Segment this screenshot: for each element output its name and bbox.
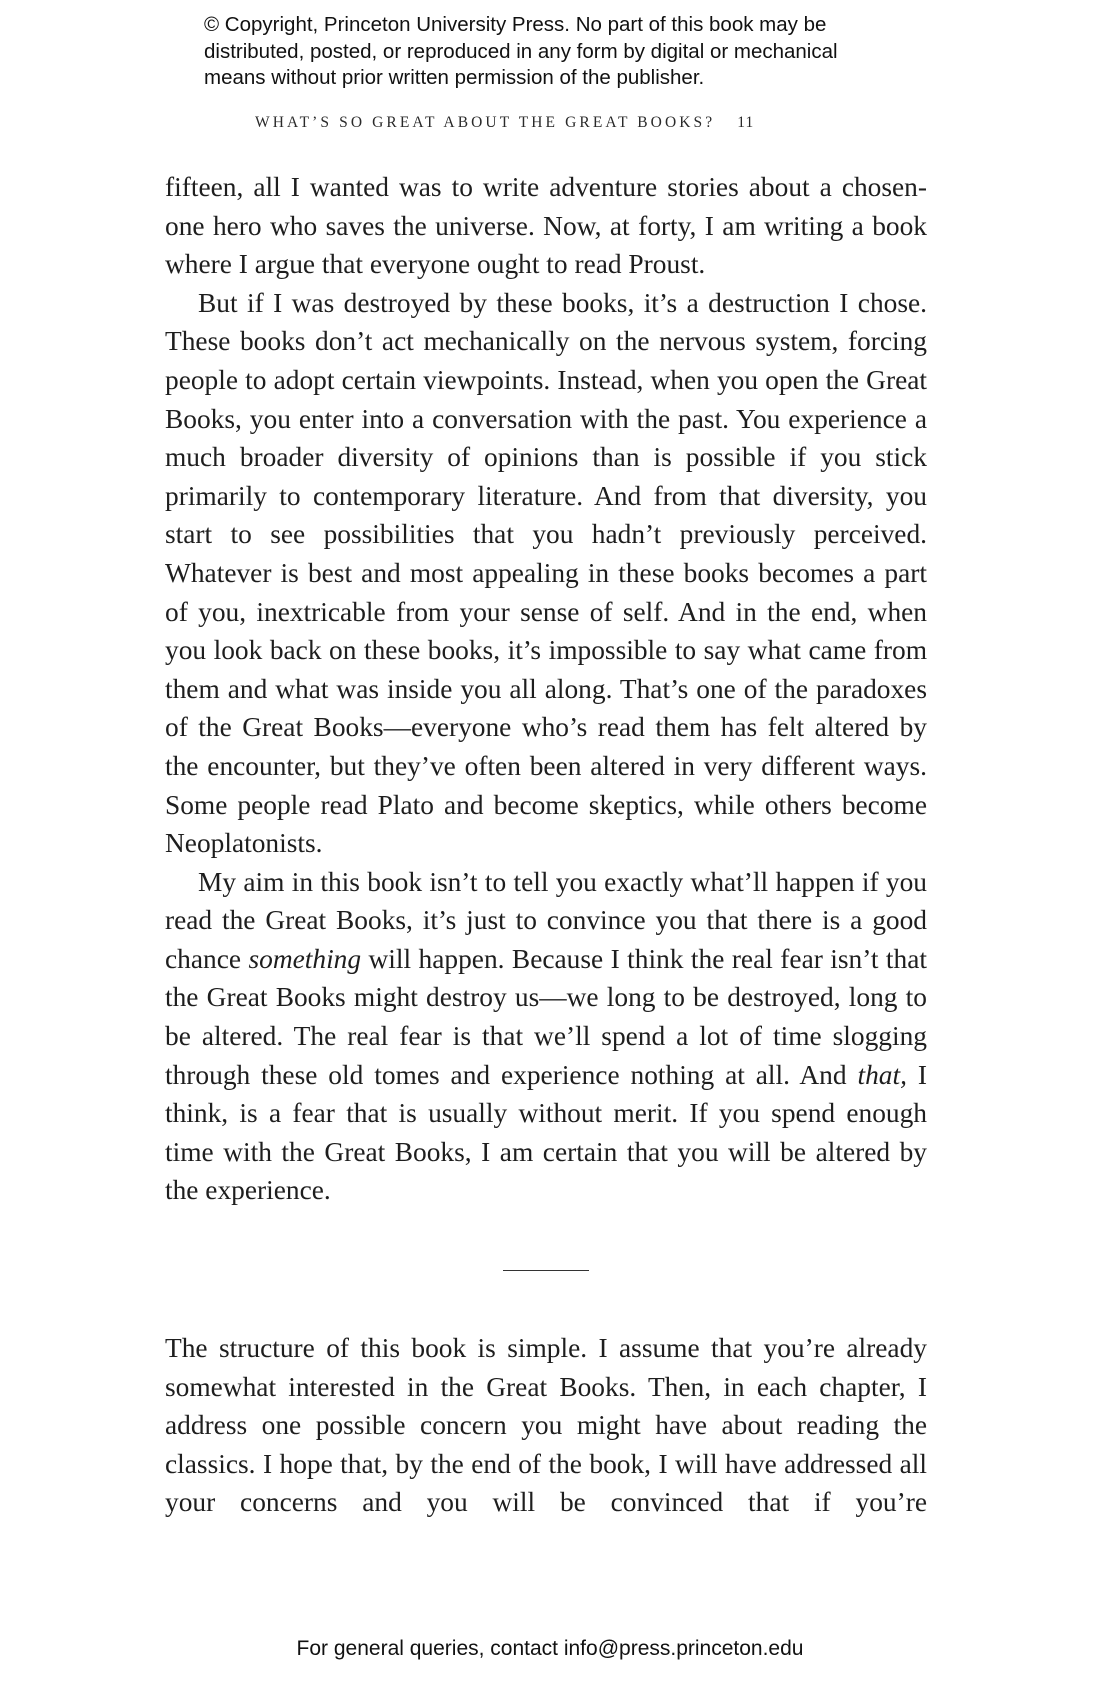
emphasis: something: [248, 943, 362, 974]
running-head-title: WHAT’S SO GREAT ABOUT THE GREAT BOOKS?: [255, 114, 716, 131]
paragraph: fifteen, all I wanted was to write adventure stories about a chosen-one hero who saves the universe. Now, at forty, I am writing a book where I argue that everyone ought to read Proust.: [165, 172, 927, 280]
copyright-line: means without prior written permission of the publisher.: [204, 66, 705, 89]
paragraph: [165, 863, 927, 1210]
footer-contact: For general queries, contact info@press.princeton.edu: [296, 1637, 804, 1660]
paragraph-run: I think, is a fear that is usually without merit. If you spend enough time with the Great Books, I am certain that you will be altered by the experience.: [165, 1059, 927, 1206]
body-text-section-1: [165, 168, 927, 1210]
page-number: 11: [737, 114, 755, 131]
section-break-rule: [503, 1270, 589, 1271]
copyright-notice: [204, 12, 924, 92]
body-text-section-2: [165, 1329, 927, 1522]
copyright-line: © Copyright, Princeton University Press. No part of this book may be: [204, 13, 827, 36]
emphasis: that,: [857, 1059, 907, 1090]
copyright-line: distributed, posted, or reproduced in any form by digital or mechanical: [204, 39, 838, 63]
running-head: [255, 114, 754, 132]
paragraph-run: will happen. Because I think the real fear isn’t that the Great Books might destroy us—we long to be destroyed, long to be altered. The real fear is that we’ll spend a lot of time slogging through these old tomes and experience nothing at all. And: [165, 943, 927, 1090]
paragraph: But if I was destroyed by these books, it’s a destruction I chose. These books don’t act mechanically on the nervous system, forcing people to adopt certain viewpoints. Instead, when you open the Great Books, you enter into a conversation with the past. You experience a much broader diversity of opinions than is possible if you stick primarily to contemporary literature. And from that diversity, you start to see possibilities that you hadn’t previously perceived. Whatever is best and most appealing in these books becomes a part of you, inextricable from your sense of self. And in the end, when you look back on these books, it’s impossible to say what came from them and what was inside you all along. That’s one of the paradoxes of the Great Books—everyone who’s read them has felt altered by the encounter, but they’ve often been altered in very different ways. Some people read Plato and become skeptics, while others become Neoplatonists.: [165, 287, 927, 859]
paragraph: The structure of this book is simple. I assume that you’re already somewhat interested in the Great Books. Then, in each chapter, I address one possible concern you might have about reading the classics. I hope that, by the end of the book, I will have addressed all your concerns and you will be convinced that if you’re: [165, 1333, 927, 1518]
paragraph-run: My aim in this book isn’t to tell you exactly what’ll happen if you read the Great Books, it’s just to convince you that there is a good chance: [165, 866, 927, 974]
